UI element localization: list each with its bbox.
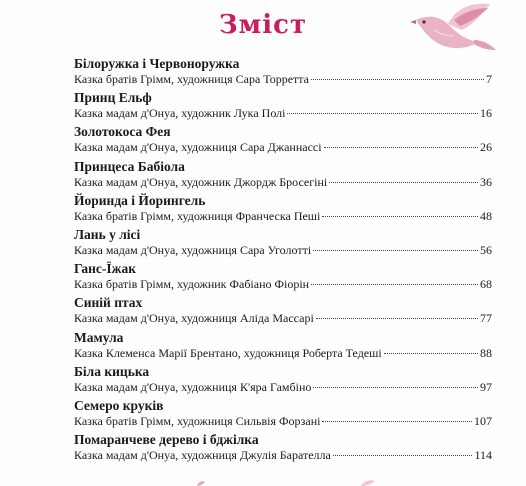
dot-leader — [324, 147, 478, 148]
entry-page-number: 88 — [480, 345, 492, 360]
dot-leader — [333, 455, 473, 456]
entry-subtitle-row — [74, 448, 492, 463]
petal-decoration-icon — [196, 480, 206, 486]
entry-page-number: 68 — [480, 277, 492, 292]
toc-entry[interactable] — [74, 90, 492, 124]
entry-page-number: 36 — [480, 174, 492, 189]
entry-title: Золотокоса Фея — [74, 124, 171, 140]
bird-illustration-icon — [410, 0, 502, 62]
entry-title: Синій птах — [74, 295, 143, 311]
entry-title: Білоружка і Червоноружка — [74, 56, 240, 71]
entry-subtitle: Казка мадам д'Онуа, художниця Сара Уголотті — [74, 242, 312, 257]
entry-title: Помаранчеве дерево і бджілка — [74, 432, 259, 448]
entry-subtitle: Казка братів Грімм, художниця Франческа Пеші — [74, 208, 321, 223]
dot-leader — [329, 182, 478, 183]
entry-subtitle-row — [74, 380, 492, 395]
entry-subtitle-row — [74, 414, 492, 429]
dot-leader — [384, 353, 478, 354]
toc-entry[interactable] — [74, 56, 492, 90]
entry-title: Принцеса Бабіола — [74, 158, 185, 174]
dot-leader — [311, 284, 478, 285]
entry-title: Йоринда і Йорингель — [74, 192, 206, 208]
entry-subtitle-row — [74, 346, 492, 361]
page-title: Зміст — [218, 10, 308, 40]
entry-page-number: 48 — [480, 208, 492, 223]
dot-leader — [313, 387, 478, 388]
entry-subtitle-row — [74, 311, 492, 326]
entry-subtitle: Казка братів Грімм, художниця Сильвія Форзані — [74, 413, 321, 428]
entry-title: Ганс-Їжак — [74, 261, 136, 277]
dot-leader — [313, 250, 478, 251]
entry-page-number: 77 — [480, 311, 492, 326]
dot-leader — [311, 79, 484, 80]
toc-entry[interactable] — [74, 261, 492, 295]
entry-page-number: 107 — [474, 413, 492, 428]
entry-subtitle-row — [74, 140, 492, 155]
toc-entry[interactable] — [74, 159, 492, 193]
entry-page-number: 56 — [480, 242, 492, 257]
entry-page-number: 7 — [486, 72, 492, 86]
entry-subtitle: Казка братів Грімм, художник Фабіано Фіорін — [74, 277, 310, 292]
entry-page-number: 97 — [480, 379, 492, 394]
dot-leader — [322, 421, 472, 422]
entry-subtitle: Казка мадам д'Онуа, художник Джордж Бросегіні — [74, 174, 328, 189]
entry-page-number: 114 — [474, 448, 492, 463]
entry-title: Біла кицька — [74, 363, 150, 379]
toc-entry[interactable] — [74, 227, 492, 261]
dot-leader — [287, 113, 478, 114]
entry-page-number: 26 — [480, 140, 492, 155]
entry-subtitle-row — [74, 277, 492, 292]
entry-subtitle: Казка мадам д'Онуа, художниця Сара Джаннассі — [74, 140, 322, 155]
toc-entry[interactable] — [74, 193, 492, 227]
entry-subtitle-row — [74, 175, 492, 190]
entry-title: Лань у лісі — [74, 226, 141, 242]
entry-title: Мамула — [74, 329, 124, 345]
entry-subtitle-row — [74, 72, 492, 87]
entry-title: Семеро круків — [74, 397, 164, 413]
dot-leader — [322, 216, 478, 217]
entry-subtitle: Казка мадам д'Онуа, художниця Джулія Барателла — [74, 448, 331, 463]
entry-title: Принц Ельф — [74, 90, 152, 106]
entry-subtitle-row — [74, 243, 492, 258]
entry-subtitle-row — [74, 106, 492, 121]
entry-subtitle: Казка мадам д'Онуа, художник Лука Полі — [74, 106, 286, 121]
toc-entry[interactable] — [74, 398, 492, 432]
entry-page-number: 16 — [480, 106, 492, 121]
dot-leader — [316, 318, 478, 319]
toc-entry[interactable] — [74, 330, 492, 364]
toc-entry[interactable] — [74, 364, 492, 398]
entry-subtitle: Казка братів Грімм, художниця Сара Торретта — [74, 72, 309, 86]
entry-subtitle: Казка мадам д'Онуа, художниця Аліда Массарі — [74, 311, 314, 326]
entry-subtitle: Казка Клеменса Марії Брентано, художниця Роберта Тедеші — [74, 345, 382, 360]
entry-subtitle: Казка мадам д'Онуа, художниця К'яра Гамбіно — [74, 379, 312, 394]
toc-entry[interactable] — [74, 295, 492, 329]
entry-subtitle-row — [74, 209, 492, 224]
toc-entry[interactable] — [74, 432, 492, 466]
petal-decoration-icon — [360, 478, 376, 486]
table-of-contents — [74, 56, 492, 466]
toc-entry[interactable] — [74, 124, 492, 158]
